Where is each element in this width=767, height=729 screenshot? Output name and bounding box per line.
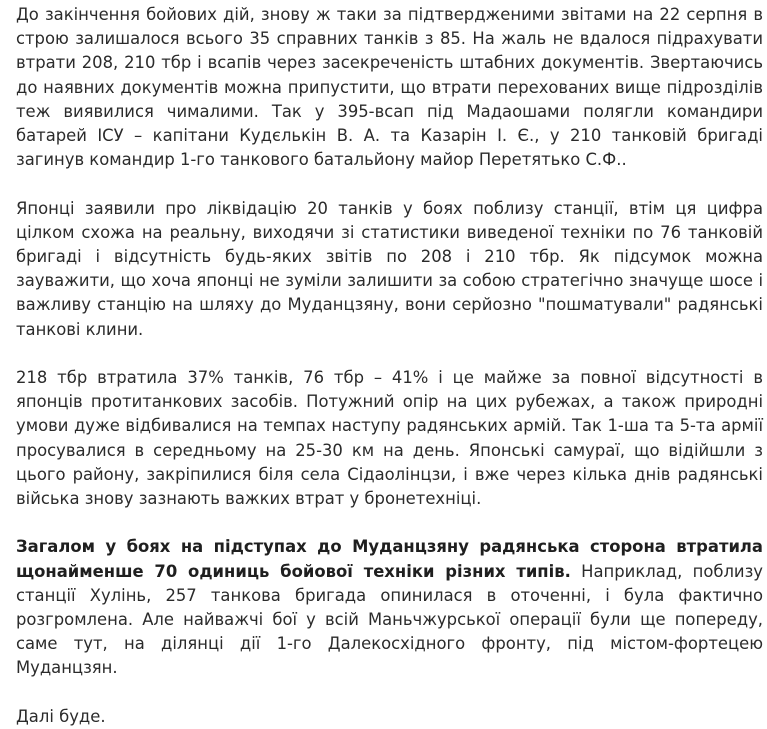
summary-rest: Наприклад, поблизу станції Хулінь, 257 танкова бригада опинилася в оточенні, і була фактично розгромлена. Але найважчі бої у всій Маньчжурської операції були ще попереду, саме тут, на ділянці дії 1-го Далекосхідного фронту, під містом-фортецею Муданцзян. — [16, 561, 763, 678]
to-be-continued: Далі буде. — [16, 706, 106, 726]
paragraph-1: До закінчення бойових дій, знову ж таки за підтвердженими звітами на 22 серпня в строю залишалося всього 35 справних танків з 85. На жаль не вдалося підрахувати втрати 208, 210 тбр і всапів через засекреченість штабних документів. Звертаючись до наявних документів можна припустити, що втрати перехованих вище підрозділів теж виявилися чималими. Так у 395-всап під Мадаошами полягли командири батарей ІСУ – капітани Кудєлькін В. А. та Казарін І. Є., у 210 танковій бригаді загинув командир 1-го танкового батальйону майор Перетятько С.Ф.. — [16, 5, 763, 170]
paragraph-2: Японці заявили про ліквідацію 20 танків у боях поблизу станції, втім ця цифра цілком схожа на реальну, виходячи зі статистики виведеної техніки по 76 танковій бригаді і відсутність будь-яких звітів по 208 і 210 тбр. Як підсумок можна зауважити, що хоча японці не зуміли залишити за собою стратегічно значуще шосе і важливу станцію на шляху до Муданцзяну, вони серйозно "пошматували" радянські танкові клини. — [16, 198, 763, 339]
summary-bold-lead: Загалом у боях на підступах до Муданцзяну радянська сторона втратила щонайменше 70 одиниць бойової техніки різних типів. — [16, 537, 763, 581]
paragraph-3: 218 тбр втратила 37% танків, 76 тбр – 41% і це майже за повної відсутності в японців протитанкових засобів. Потужний опір на цих рубежах, а також природні умови дуже відбивалися на темпах наступу радянських армій. Так 1-ша та 5-та армії просувалися в середньому на 25-30 км на день. Японські самураї, що відійшли з цього району, закріпилися біля села Сідаолінцзи, і вже через кілька днів радянські війська знову зазнають важких втрат у бронетехніці. — [16, 368, 763, 509]
